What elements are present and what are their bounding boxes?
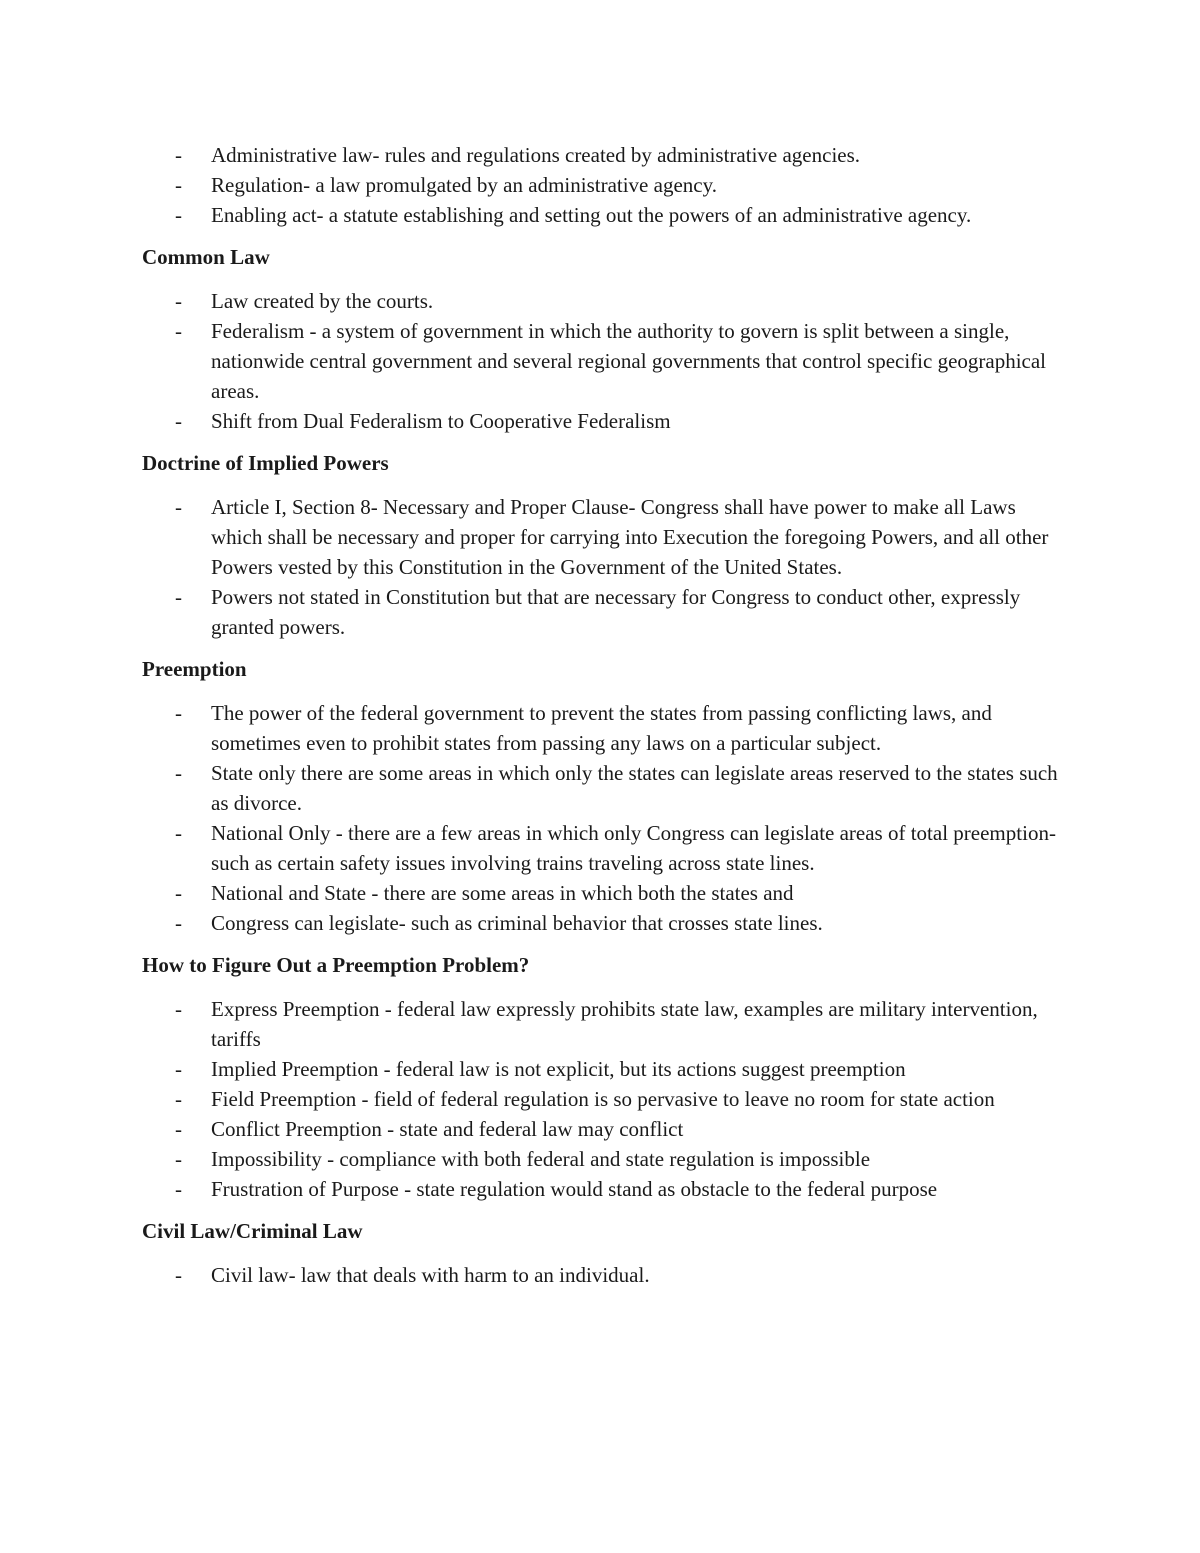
section-preemption-problem	[142, 950, 1062, 1204]
bullet-list	[142, 286, 1062, 436]
bullet-list	[142, 1260, 1062, 1290]
list-item	[142, 758, 1062, 818]
list-item	[142, 698, 1062, 758]
section-common-law	[142, 242, 1062, 436]
list-item	[142, 316, 1062, 406]
dash-bullet: -	[175, 585, 182, 609]
dash-bullet: -	[175, 1263, 182, 1287]
dash-bullet: -	[175, 319, 182, 343]
dash-bullet: -	[175, 1117, 182, 1141]
list-item-text: Express Preemption - federal law expressly prohibits state law, examples are military intervention, tariffs	[211, 997, 1038, 1051]
list-item	[142, 908, 1062, 938]
list-item-text: Frustration of Purpose - state regulation would stand as obstacle to the federal purpose	[211, 1177, 938, 1201]
list-item-text: Regulation- a law promulgated by an administrative agency.	[211, 173, 717, 197]
dash-bullet: -	[175, 761, 182, 785]
section-heading: Preemption	[142, 657, 247, 681]
dash-bullet: -	[175, 1057, 182, 1081]
dash-bullet: -	[175, 1177, 182, 1201]
bullet-list	[142, 492, 1062, 642]
dash-bullet: -	[175, 173, 182, 197]
list-item-text: Powers not stated in Constitution but that are necessary for Congress to conduct other, expressly granted powers.	[211, 585, 1021, 639]
section-heading: Civil Law/Criminal Law	[142, 1219, 363, 1243]
list-item-text: National and State - there are some areas in which both the states and	[211, 881, 794, 905]
list-item	[142, 818, 1062, 878]
list-item-text: National Only - there are a few areas in which only Congress can legislate areas of total preemption- such as certain safety issues involving trains traveling across state lines.	[211, 821, 1056, 875]
list-item	[142, 1084, 1062, 1114]
list-item-text: Administrative law- rules and regulations created by administrative agencies.	[211, 143, 861, 167]
section-preemption	[142, 654, 1062, 938]
list-item-text: Conflict Preemption - state and federal law may conflict	[211, 1117, 684, 1141]
dash-bullet: -	[175, 881, 182, 905]
dash-bullet: -	[175, 1147, 182, 1171]
list-item-text: Enabling act- a statute establishing and setting out the powers of an administrative agency.	[211, 203, 972, 227]
bullet-list	[142, 698, 1062, 938]
list-item	[142, 582, 1062, 642]
dash-bullet: -	[175, 997, 182, 1021]
dash-bullet: -	[175, 203, 182, 227]
list-item	[142, 200, 1062, 230]
list-item	[142, 878, 1062, 908]
bullet-list	[142, 994, 1062, 1204]
list-item	[142, 994, 1062, 1054]
list-item-text: Civil law- law that deals with harm to an individual.	[211, 1263, 650, 1287]
list-item-text: Impossibility - compliance with both federal and state regulation is impossible	[211, 1147, 871, 1171]
list-item	[142, 1144, 1062, 1174]
bullet-list	[142, 140, 1062, 230]
dash-bullet: -	[175, 143, 182, 167]
section-heading: Doctrine of Implied Powers	[142, 451, 389, 475]
list-item	[142, 286, 1062, 316]
section-implied-powers	[142, 448, 1062, 642]
list-item-text: Congress can legislate- such as criminal behavior that crosses state lines.	[211, 911, 823, 935]
section-heading: How to Figure Out a Preemption Problem?	[142, 953, 530, 977]
list-item	[142, 1174, 1062, 1204]
list-item-text: Law created by the courts.	[211, 289, 434, 313]
dash-bullet: -	[175, 409, 182, 433]
document-page	[142, 140, 1062, 1302]
section-intro	[142, 140, 1062, 230]
list-item-text: Implied Preemption - federal law is not explicit, but its actions suggest preemption	[211, 1057, 906, 1081]
list-item-text: The power of the federal government to prevent the states from passing conflicting laws, and sometimes even to prohibit states from passing any laws on a particular subject.	[211, 701, 992, 755]
list-item-text: Federalism - a system of government in which the authority to govern is split between a single, nationwide central government and several regional governments that control specific geographical areas.	[211, 319, 1047, 403]
section-heading: Common Law	[142, 245, 270, 269]
dash-bullet: -	[175, 1087, 182, 1111]
list-item-text: Article I, Section 8- Necessary and Proper Clause- Congress shall have power to make all Laws which shall be necessary and proper for carrying into Execution the foregoing Powers, and all other Powers vested by this Constitution in the Government of the United States.	[211, 495, 1049, 579]
list-item	[142, 1054, 1062, 1084]
dash-bullet: -	[175, 495, 182, 519]
section-civil-criminal-law	[142, 1216, 1062, 1290]
list-item	[142, 1114, 1062, 1144]
list-item	[142, 492, 1062, 582]
dash-bullet: -	[175, 821, 182, 845]
list-item	[142, 406, 1062, 436]
list-item	[142, 1260, 1062, 1290]
dash-bullet: -	[175, 289, 182, 313]
dash-bullet: -	[175, 911, 182, 935]
list-item	[142, 170, 1062, 200]
dash-bullet: -	[175, 701, 182, 725]
list-item	[142, 140, 1062, 170]
list-item-text: Shift from Dual Federalism to Cooperative Federalism	[211, 409, 671, 433]
list-item-text: State only there are some areas in which only the states can legislate areas reserved to the states such as divorce.	[211, 761, 1058, 815]
list-item-text: Field Preemption - field of federal regulation is so pervasive to leave no room for state action	[211, 1087, 995, 1111]
